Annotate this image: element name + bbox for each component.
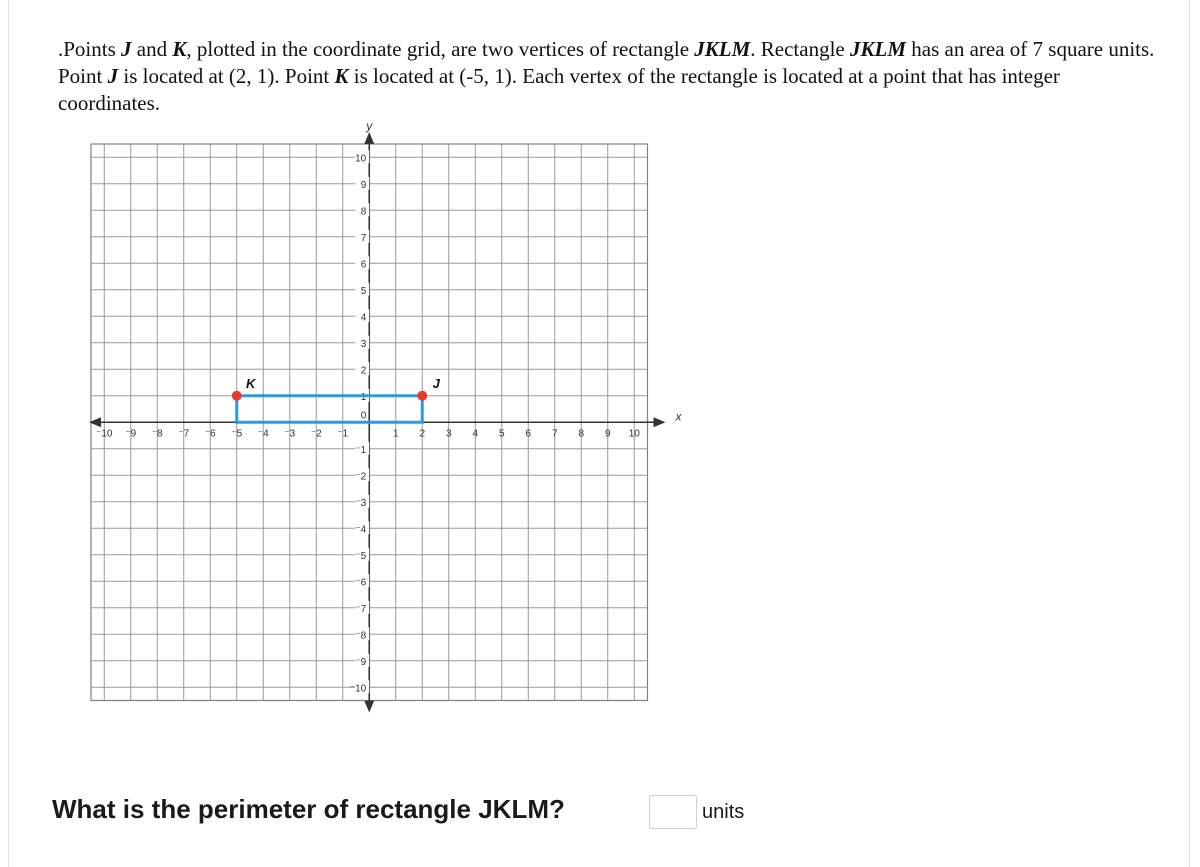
point-k [232,391,242,401]
y-axis-arrow-up [364,132,374,144]
coordinate-grid [84,118,704,718]
x-tick-label: ⁻10 [96,428,113,440]
y-tick-label: 9 [360,179,367,191]
y-tick-label: ⁻2 [355,471,367,483]
units-label: units [702,801,745,823]
x-tick-label: ⁻1 [337,428,349,440]
y-tick-label: 10 [355,153,367,165]
y-tick-label: 5 [360,285,367,297]
x-axis-arrow-right [654,417,666,427]
y-tick-label: 4 [360,312,367,324]
y-axis-label: y [366,119,373,133]
y-tick-label: 2 [360,365,367,377]
x-tick-label: ⁻3 [284,428,296,440]
y-tick-label: ⁻3 [355,497,367,509]
answer-input[interactable] [649,795,697,829]
y-axis-arrow-down [364,701,374,713]
y-tick-label: ⁻6 [355,577,367,589]
y-tick-label: 8 [360,206,367,218]
x-tick-label: ⁻9 [125,428,137,440]
point-label-j: J [432,375,440,391]
y-tick-label: ⁻5 [355,550,367,562]
x-axis-label: x [675,409,682,424]
x-tick-label: 1 [392,428,399,440]
x-tick-label: ⁻2 [310,428,322,440]
x-tick-label: 2 [419,428,426,440]
y-tick-label: ⁻4 [355,524,367,536]
x-tick-label: 8 [578,428,585,440]
coordinate-grid-svg [84,118,704,718]
x-tick-label: 9 [604,428,611,440]
point-j [417,391,427,401]
x-tick-label: ⁻7 [178,428,190,440]
y-tick-label: ⁻1 [355,444,367,456]
x-tick-label: ⁻8 [151,428,163,440]
origin-label: 0 [360,410,367,422]
point-label-k: K [246,375,256,391]
x-tick-label: ⁻5 [231,428,243,440]
y-tick-label: 7 [360,232,367,244]
x-tick-label: 10 [628,428,640,440]
y-tick-label: ⁻9 [355,656,367,668]
x-tick-label: ⁻4 [257,428,269,440]
y-tick-label: 6 [360,259,367,271]
x-tick-label: 6 [525,428,532,440]
x-tick-label: 5 [498,428,505,440]
x-tick-label: 7 [551,428,558,440]
question-text: What is the perimeter of rectangle JKLM? [52,794,565,824]
x-tick-label: 3 [445,428,452,440]
problem-statement: .Points J and K, plotted in the coordinate grid, are two vertices of rectangle JKLM. Rectangle JKLM has an area of 7 square units. Point J is located at (2, 1). Point K is located at (-5, 1). Each vertex of the rectangle is located at a point that has integer coordinates. [58,37,1155,115]
y-tick-label: ⁻7 [355,603,367,615]
y-tick-label: ⁻10 [349,683,367,695]
x-tick-label: ⁻6 [204,428,216,440]
y-tick-label: 3 [360,338,367,350]
y-tick-label: 1 [360,391,367,403]
x-tick-label: 4 [472,428,479,440]
y-tick-label: ⁻8 [355,630,367,642]
